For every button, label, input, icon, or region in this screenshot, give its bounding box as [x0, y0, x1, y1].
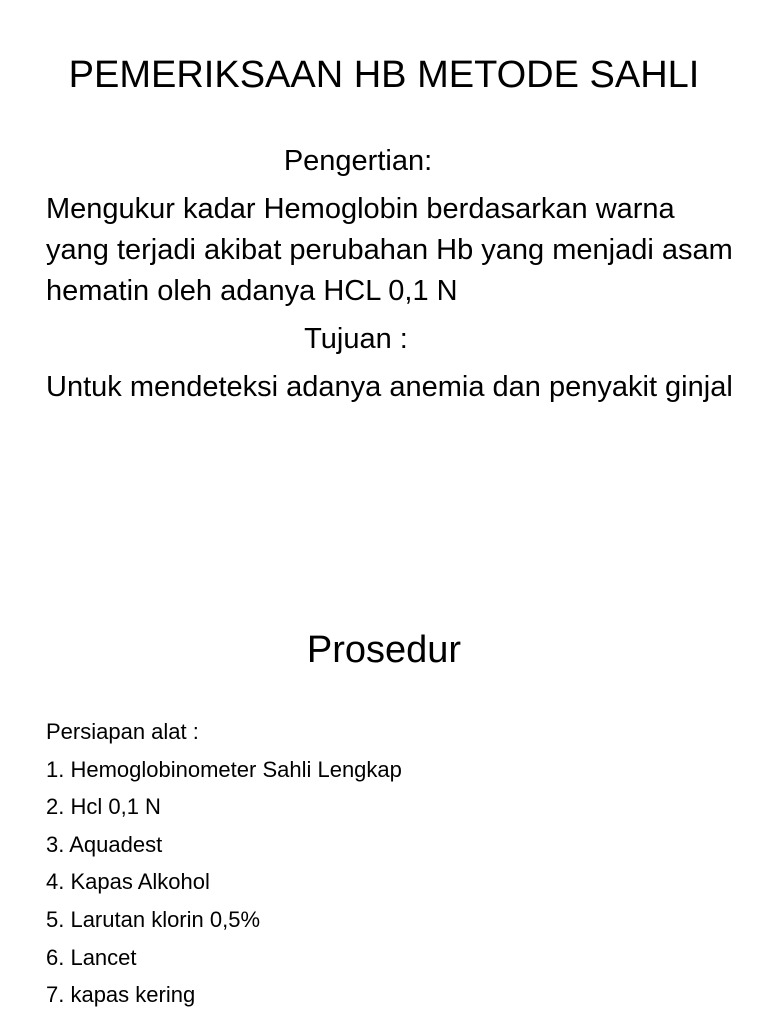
tools-list	[46, 751, 726, 1014]
purpose-heading: Tujuan :	[304, 323, 408, 355]
procedure-title: Prosedur	[306, 629, 462, 671]
list-item: 5. Larutan klorin 0,5%	[46, 906, 261, 932]
definition-heading: Pengertian:	[283, 145, 433, 177]
tools-section	[46, 713, 726, 1014]
slide-title: PEMERIKSAAN HB METODE SAHLI	[68, 54, 700, 96]
list-item: 2. Hcl 0,1 N	[46, 794, 161, 820]
purpose-text: Untuk mendeteksi adanya anemia dan penyakit ginjal	[46, 371, 733, 403]
tools-label: Persiapan alat :	[46, 719, 199, 744]
definition-text: Mengukur kadar Hemoglobin berdasarkan warna yang terjadi akibat perubahan Hb yang menjadi asam hematin oleh adanya HCL 0,1 N	[46, 193, 733, 307]
list-item: 7. kapas kering	[46, 982, 196, 1008]
list-item: 3. Aquadest	[46, 831, 163, 857]
list-item: 4. Kapas Alkohol	[46, 869, 210, 895]
list-item: 1. Hemoglobinometer Sahli Lengkap	[46, 756, 402, 782]
list-item: 6. Lancet	[46, 944, 137, 970]
